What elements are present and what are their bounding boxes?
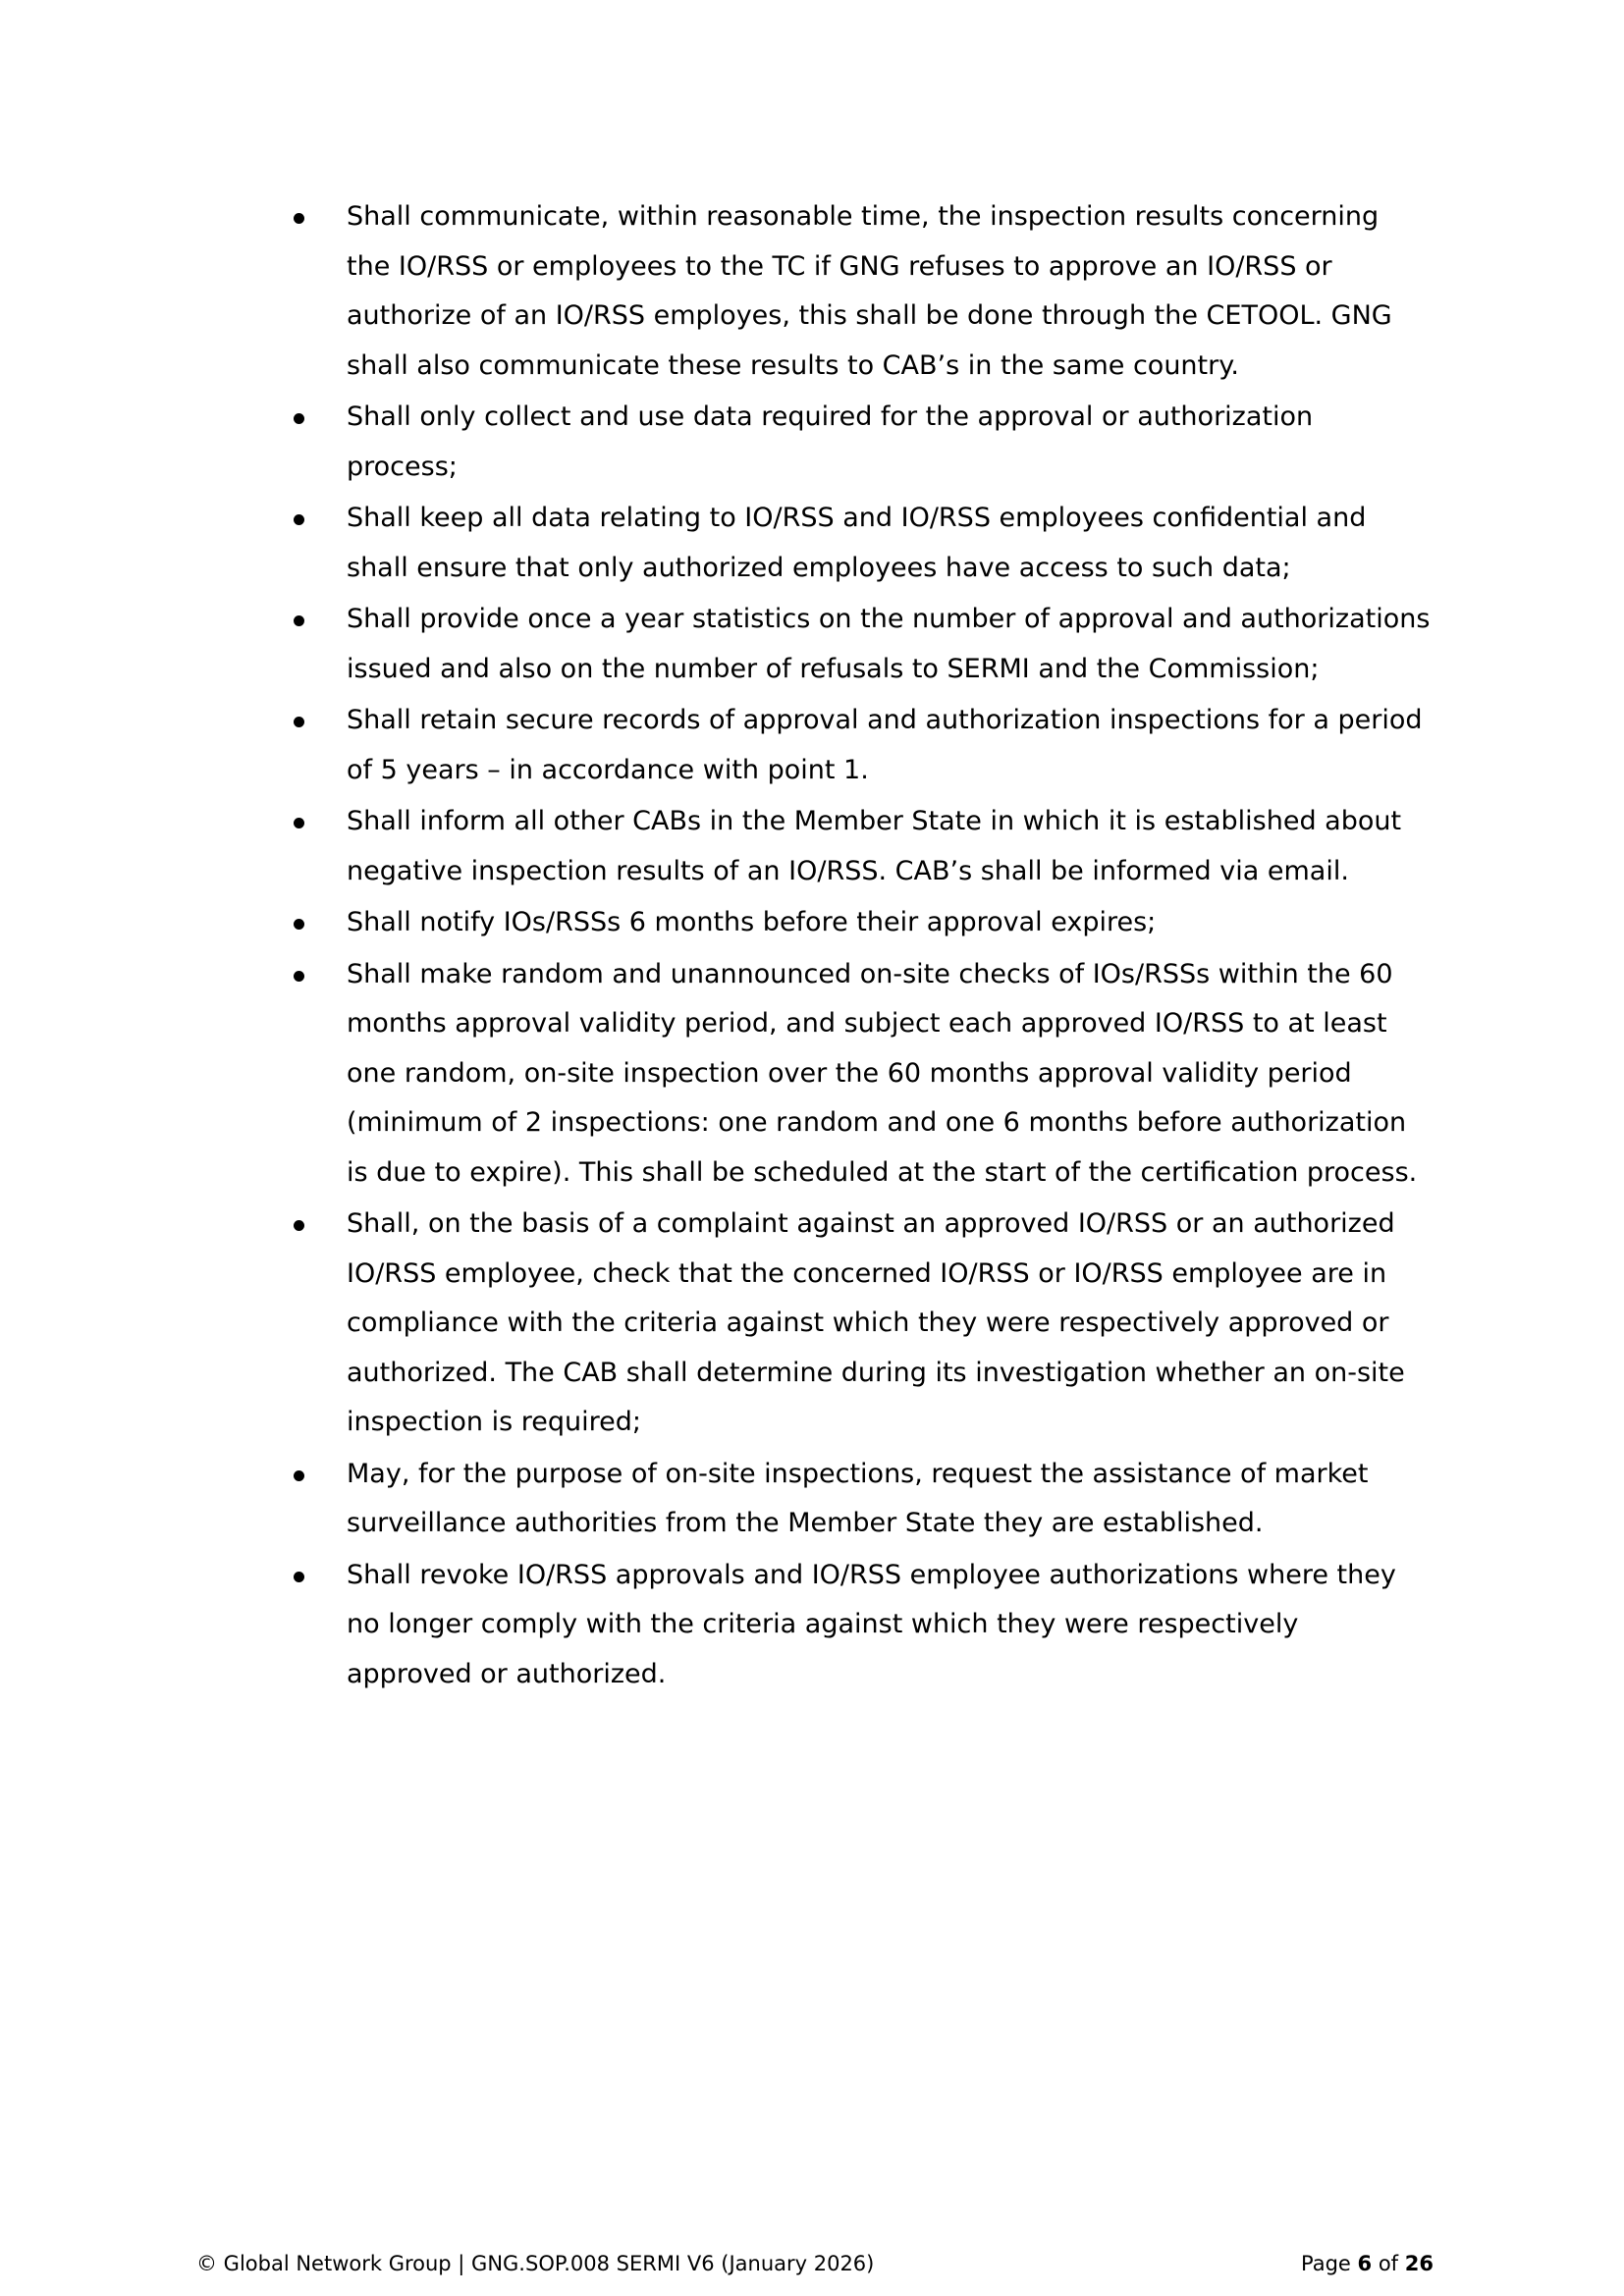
of-label: of [1378,2252,1399,2275]
list-item [292,1551,1431,1700]
list-item [292,950,1431,1199]
list-item-text: Shall provide once a year statistics on the number of approval and authorizations issued and also on the number of refusals to SERMI and the Commission; [347,604,1431,684]
list-item-text: Shall inform all other CABs in the Member State in which it is established about negative inspection results of an IO/RSS. CAB’s shall be informed via email. [347,806,1402,886]
list-item [292,898,1431,948]
list-item-text: Shall, on the basis of a complaint against an approved IO/RSS or an authorized IO/RSS employee, check that the concerned IO/RSS or IO/RSS employee are in compliance with the criteria against which they were respectively approved or authorized. The CAB shall determine during its investigation whether an on-site inspection is required; [347,1208,1405,1437]
bullet-icon [294,615,304,626]
bullet-icon [294,213,304,224]
bullet-icon [294,971,304,982]
list-item-text: Shall only collect and use data required for the approval or authorization process; [347,401,1314,482]
obligations-list [292,192,1431,1701]
list-item-text: Shall retain secure records of approval and authorization inspections for a period of 5 years – in accordance with point 1. [347,705,1423,785]
list-item-text: Shall notify IOs/RSSs 6 months before their approval expires; [347,907,1157,937]
bullet-icon [294,1470,304,1481]
list-item-text: Shall make random and unannounced on-site checks of IOs/RSSs within the 60 months approval validity period, and subject each approved IO/RSS to at least one random, on-site inspection over the 60 months approval validity period (minimum of 2 inspections: one random and one 6 months before authorization is due to expire). This shall be scheduled at the start of the certification process. [347,958,1418,1188]
bullet-icon [294,919,304,930]
bullet-icon [294,1572,304,1582]
page-label: Page [1300,2252,1351,2275]
list-item-text: Shall communicate, within reasonable time, the inspection results concerning the IO/RSS or employees to the TC if GNG refuses to approve an IO/RSS or authorize of an IO/RSS employes, this shall be done through the CETOOL. GNG shall also communicate these results to CAB’s in the same country. [347,201,1392,381]
bullet-icon [294,717,304,727]
list-item [292,1450,1431,1549]
page-footer [196,2246,1434,2281]
list-item-text: May, for the purpose of on-site inspections, request the assistance of market surveillance authorities from the Member State they are established. [347,1458,1369,1538]
list-item [292,192,1431,391]
list-item [292,393,1431,492]
list-item [292,494,1431,593]
footer-copyright: © Global Network Group | GNG.SOP.008 SERMI V6 (January 2026) [196,2252,875,2275]
list-item [292,696,1431,795]
list-item-text: Shall revoke IO/RSS approvals and IO/RSS employee authorizations where they no longer comply with the criteria against which they were respectively approved or authorized. [347,1559,1396,1689]
list-item [292,1200,1431,1448]
list-item [292,797,1431,896]
page-counter [1301,2246,1434,2281]
total-pages: 26 [1404,2252,1434,2275]
bullet-icon [294,413,304,424]
page-number: 6 [1357,2252,1373,2275]
bullet-icon [294,818,304,828]
bullet-icon [294,514,304,525]
list-item [292,595,1431,694]
list-item-text: Shall keep all data relating to IO/RSS and IO/RSS employees confidential and shall ensure that only authorized employees have access to such data; [347,503,1367,583]
bullet-icon [294,1220,304,1231]
